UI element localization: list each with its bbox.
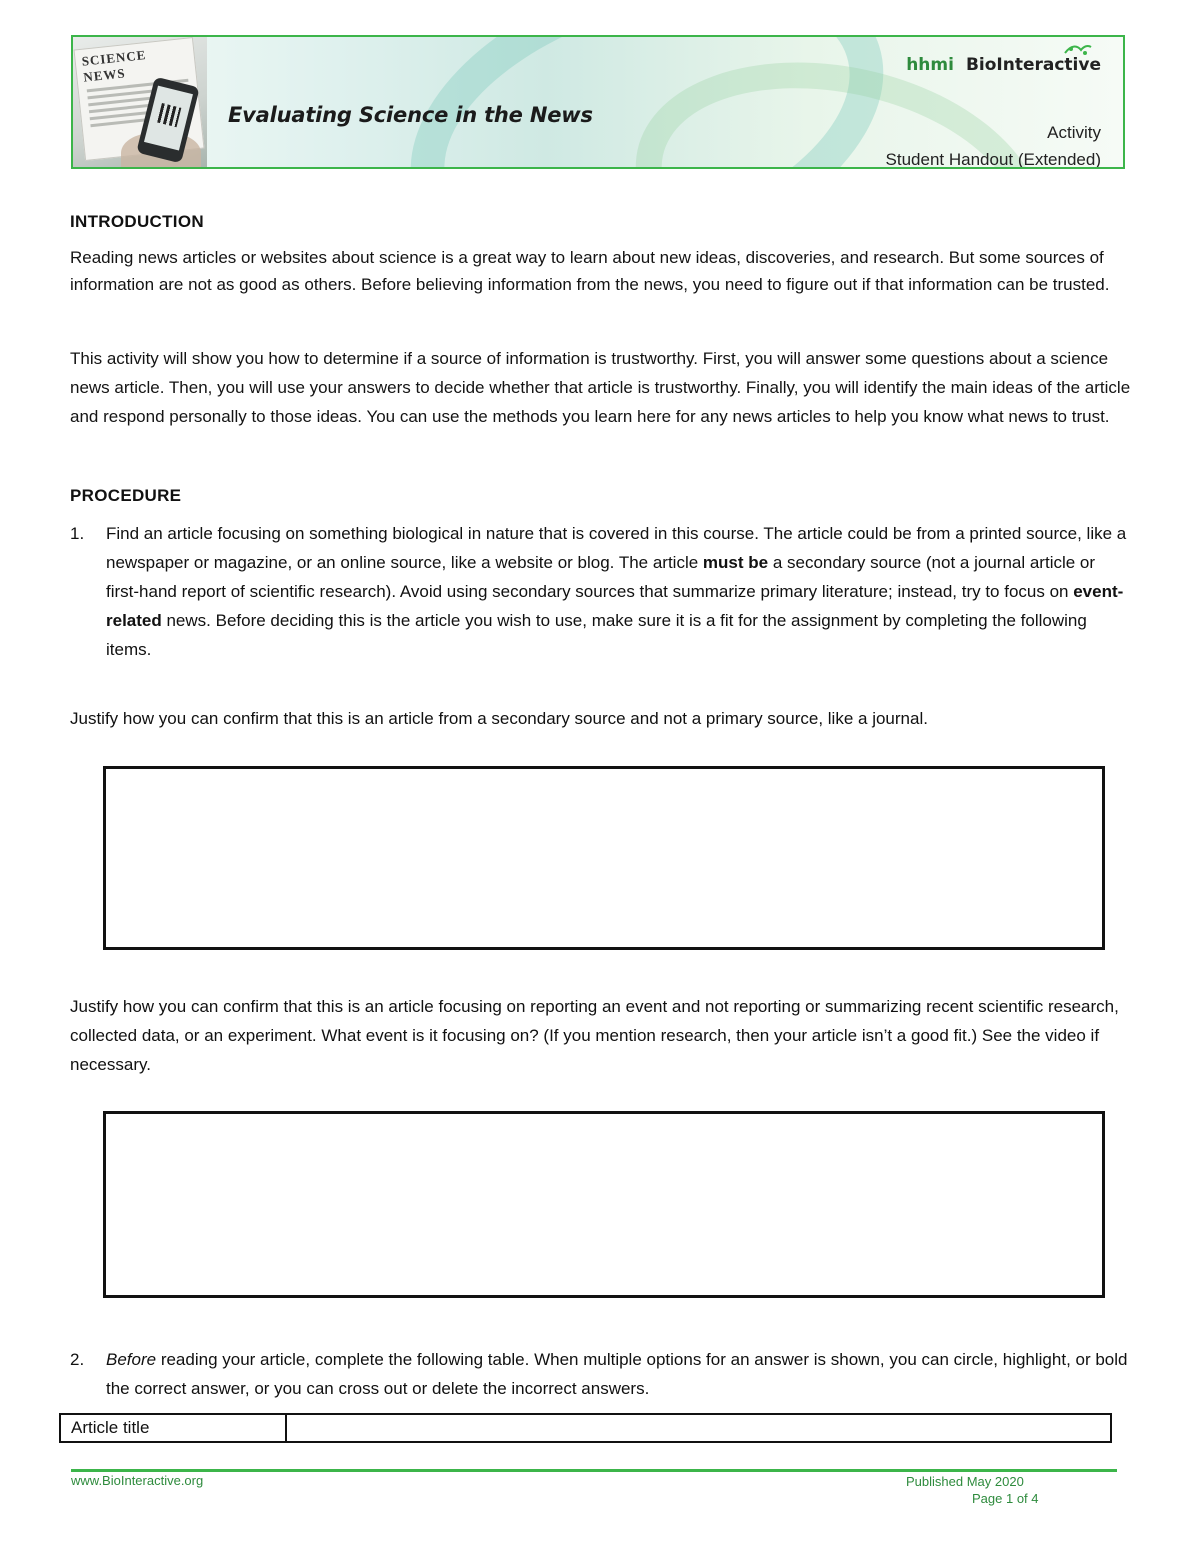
- procedure-item-1: [70, 519, 1132, 664]
- item-number: 2.: [70, 1350, 85, 1369]
- table-value-article-title[interactable]: [287, 1415, 1110, 1441]
- qr-code-icon: [157, 103, 181, 127]
- introduction-heading: INTRODUCTION: [70, 212, 204, 231]
- answer-box-1[interactable]: [103, 766, 1105, 950]
- answer-box-2[interactable]: [103, 1111, 1105, 1298]
- footer-website-link[interactable]: www.BioInteractive.org: [71, 1473, 204, 1488]
- footer-meta: [906, 1473, 1039, 1507]
- introduction-paragraph-2: This activity will show you how to determine if a source of information is trustworthy. First, you will answer some questions about a science news article. Then, you will use your answers to decide whether that article is trustworthy. Finally, you will identify the main ideas of the article and respond personally to those ideas. You can use the methods you learn here for any news articles to help you know what news to trust.: [70, 349, 1131, 426]
- introduction-paragraph-1: Reading news articles or websites about science is a great way to learn about new ideas, discoveries, and research. But some sources of information are not as good as others. Before believing information from the news, you need to figure out if that information can be trusted.: [70, 248, 1110, 294]
- table-label-article-title: Article title: [61, 1415, 287, 1441]
- brand-name: BioInteractive: [965, 55, 1101, 75]
- question-secondary-source: Justify how you can confirm that this is an article from a secondary source and not a primary source, like a journal.: [70, 709, 928, 728]
- banner-thumbnail-image: [73, 37, 207, 167]
- question-event-focus: Justify how you can confirm that this is an article focusing on reporting an event and not reporting or summarizing recent scientific research, collected data, or an experiment. What event is it focusing on? (If you mention research, then your article isn’t a good fit.) See the video if necessary.: [70, 997, 1119, 1074]
- procedure-item-2: [70, 1345, 1132, 1403]
- footer-page-number: Page 1 of 4: [972, 1491, 1039, 1506]
- document-type: Activity: [1047, 123, 1101, 142]
- footer-published-date: Published May 2020: [906, 1474, 1024, 1489]
- procedure-heading: PROCEDURE: [70, 486, 182, 505]
- article-info-table: [59, 1413, 1112, 1443]
- header-banner: [71, 35, 1125, 169]
- document-subtype: Student Handout (Extended): [885, 150, 1101, 169]
- brand-hhmi: hhmi: [906, 55, 954, 75]
- item-text: Find an article focusing on something biological in nature that is covered in this course. The article could be from a printed source, like a newspaper or magazine, or an online source, like a website or blog. The article must be a secondary source (not a journal article or first-hand report of scientific research). Avoid using secondary sources that summarize primary literature; instead, try to focus on event-related news. Before deciding this is the article you wish to use, make sure it is a fit for the assignment by completing the following items.: [106, 524, 1127, 659]
- footer-divider: [71, 1469, 1117, 1472]
- newspaper-masthead: SCIENCE NEWS: [80, 47, 147, 85]
- document-title: Evaluating Science in the News: [228, 103, 593, 127]
- brand-logo: [906, 55, 1101, 75]
- item-number: 1.: [70, 524, 85, 543]
- item-text: Before reading your article, complete the following table. When multiple options for an answer is shown, you can circle, highlight, or bold the correct answer, or you can cross out or delete the incorrect answers.: [106, 1350, 1128, 1398]
